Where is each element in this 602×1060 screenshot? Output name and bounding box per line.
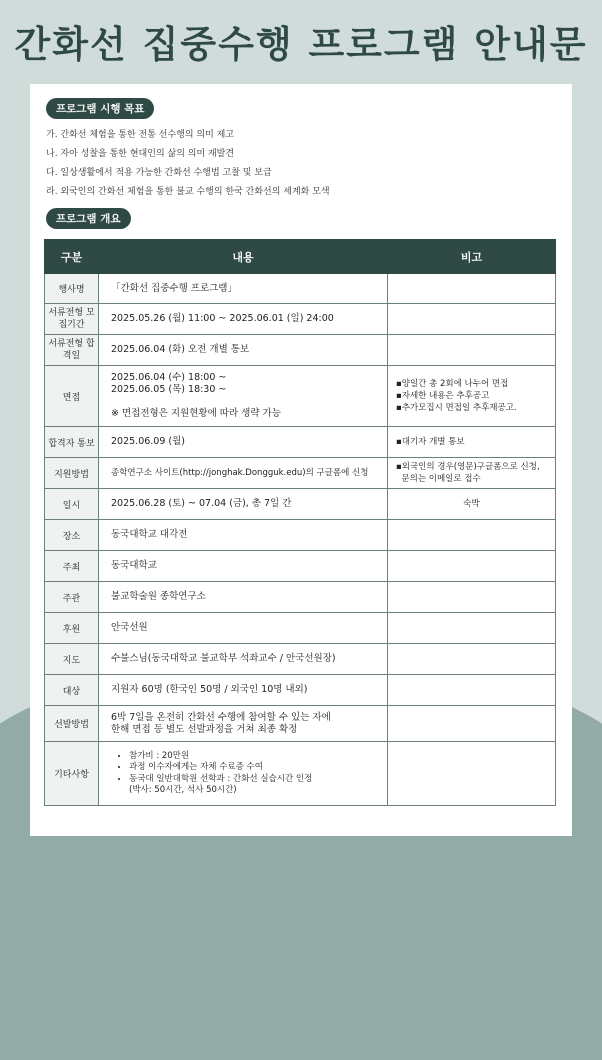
row-content: 불교학술원 종학연구소	[99, 582, 388, 613]
row-label: 선발방법	[45, 706, 99, 742]
row-note	[388, 520, 556, 551]
row-content: 2025.06.28 (토) ~ 07.04 (금), 총 7일 간	[99, 489, 388, 520]
row-content: 수불스님(동국대학교 불교학부 석좌교수 / 안국선원장)	[99, 644, 388, 675]
row-content: 안국선원	[99, 613, 388, 644]
row-note	[388, 274, 556, 304]
table-row	[45, 551, 556, 582]
row-note: ▪외국인의 경우(영문)구글폼으로 신청, 문의는 이메일로 접수	[388, 458, 556, 489]
table-header-row	[45, 240, 556, 274]
row-note	[388, 613, 556, 644]
row-content: 2025.05.26 (월) 11:00 ~ 2025.06.01 (일) 24:00	[99, 304, 388, 335]
list-item: • 과정 이수자에게는 자체 수료증 수여	[129, 762, 387, 774]
row-note	[388, 582, 556, 613]
table-row	[45, 644, 556, 675]
goal-item: 나. 자아 성찰을 통한 현대인의 삶의 의미 재발견	[46, 149, 235, 159]
row-content: 2025.06.04 (수) 18:00 ~ 2025.06.05 (목) 18:30 ~ ※ 면접전형은 지원현황에 따라 생략 가능	[99, 366, 388, 427]
row-content: 종학연구소 사이트(http://jonghak.Dongguk.edu)의 구글폼에 신청	[99, 458, 388, 489]
row-content: 동국대학교	[99, 551, 388, 582]
overview-section-label: 프로그램 개요	[46, 208, 131, 229]
row-note	[388, 675, 556, 706]
table-row	[45, 706, 556, 742]
table-row	[45, 489, 556, 520]
header-category: 구분	[45, 240, 99, 274]
row-note	[388, 551, 556, 582]
table-row	[45, 520, 556, 551]
goal-item: 다. 일상생활에서 적용 가능한 간화선 수행법 고찰 및 보급	[46, 168, 272, 178]
row-label: 대상	[45, 675, 99, 706]
row-content	[99, 742, 388, 806]
overview-table	[44, 239, 556, 806]
table-row	[45, 274, 556, 304]
row-label: 서류전형 합격일	[45, 335, 99, 366]
page-title: 간화선 집중수행 프로그램 안내문	[14, 23, 588, 66]
header-content: 내용	[99, 240, 388, 274]
row-label: 일시	[45, 489, 99, 520]
row-note	[388, 706, 556, 742]
row-content: 지원자 60명 (한국인 50명 / 외국인 10명 내외)	[99, 675, 388, 706]
row-content: 동국대학교 대각전	[99, 520, 388, 551]
row-label: 장소	[45, 520, 99, 551]
row-label: 합격자 통보	[45, 427, 99, 458]
list-item: • 동국대 일반대학원 선학과 : 간화선 실습시간 인정	[129, 774, 387, 786]
row-content: 2025.06.04 (화) 오전 개별 통보	[99, 335, 388, 366]
row-content: 2025.06.09 (월)	[99, 427, 388, 458]
goal-item: 라. 외국인의 간화선 체험을 통한 불교 수행의 한국 간화선의 세계화 모색	[46, 187, 330, 197]
row-note: 숙박	[388, 489, 556, 520]
row-label: 주관	[45, 582, 99, 613]
row-note	[388, 644, 556, 675]
header-note: 비고	[388, 240, 556, 274]
row-label: 후원	[45, 613, 99, 644]
list-item: (박사: 50시간, 석사 50시간)	[129, 785, 237, 795]
document-paper	[30, 84, 572, 836]
table-row	[45, 304, 556, 335]
goals-section-label: 프로그램 시행 목표	[46, 98, 154, 119]
goal-item: 가. 간화선 체험을 통한 전통 선수행의 의미 제고	[46, 130, 235, 140]
row-label: 서류전형 모집기간	[45, 304, 99, 335]
row-note: ▪양일간 총 2회에 나누어 면접 ▪자세한 내용은 추후공고 ▪추가모집시 면접일 추후재공고.	[388, 366, 556, 427]
row-note	[388, 742, 556, 806]
row-content: 「간화선 집중수행 프로그램」	[99, 274, 388, 304]
row-label: 지도	[45, 644, 99, 675]
table-row	[45, 613, 556, 644]
row-note: ▪대기자 개별 통보	[388, 427, 556, 458]
list-item: • 참가비 : 20만원	[129, 751, 387, 763]
table-row	[45, 335, 556, 366]
table-row	[45, 582, 556, 613]
row-label: 주최	[45, 551, 99, 582]
row-note	[388, 335, 556, 366]
table-row	[45, 427, 556, 458]
row-label: 면접	[45, 366, 99, 427]
row-content: 6박 7일을 온전히 간화선 수행에 참여할 수 있는 자에 한해 면접 등 별도 선발과정을 거쳐 최종 확정	[99, 706, 388, 742]
table-row	[45, 675, 556, 706]
table-row	[45, 458, 556, 489]
row-label: 기타사항	[45, 742, 99, 806]
row-label: 행사명	[45, 274, 99, 304]
notes-list	[111, 751, 387, 797]
row-note	[388, 304, 556, 335]
table-row	[45, 366, 556, 427]
table-row	[45, 742, 556, 806]
row-label: 지원방법	[45, 458, 99, 489]
